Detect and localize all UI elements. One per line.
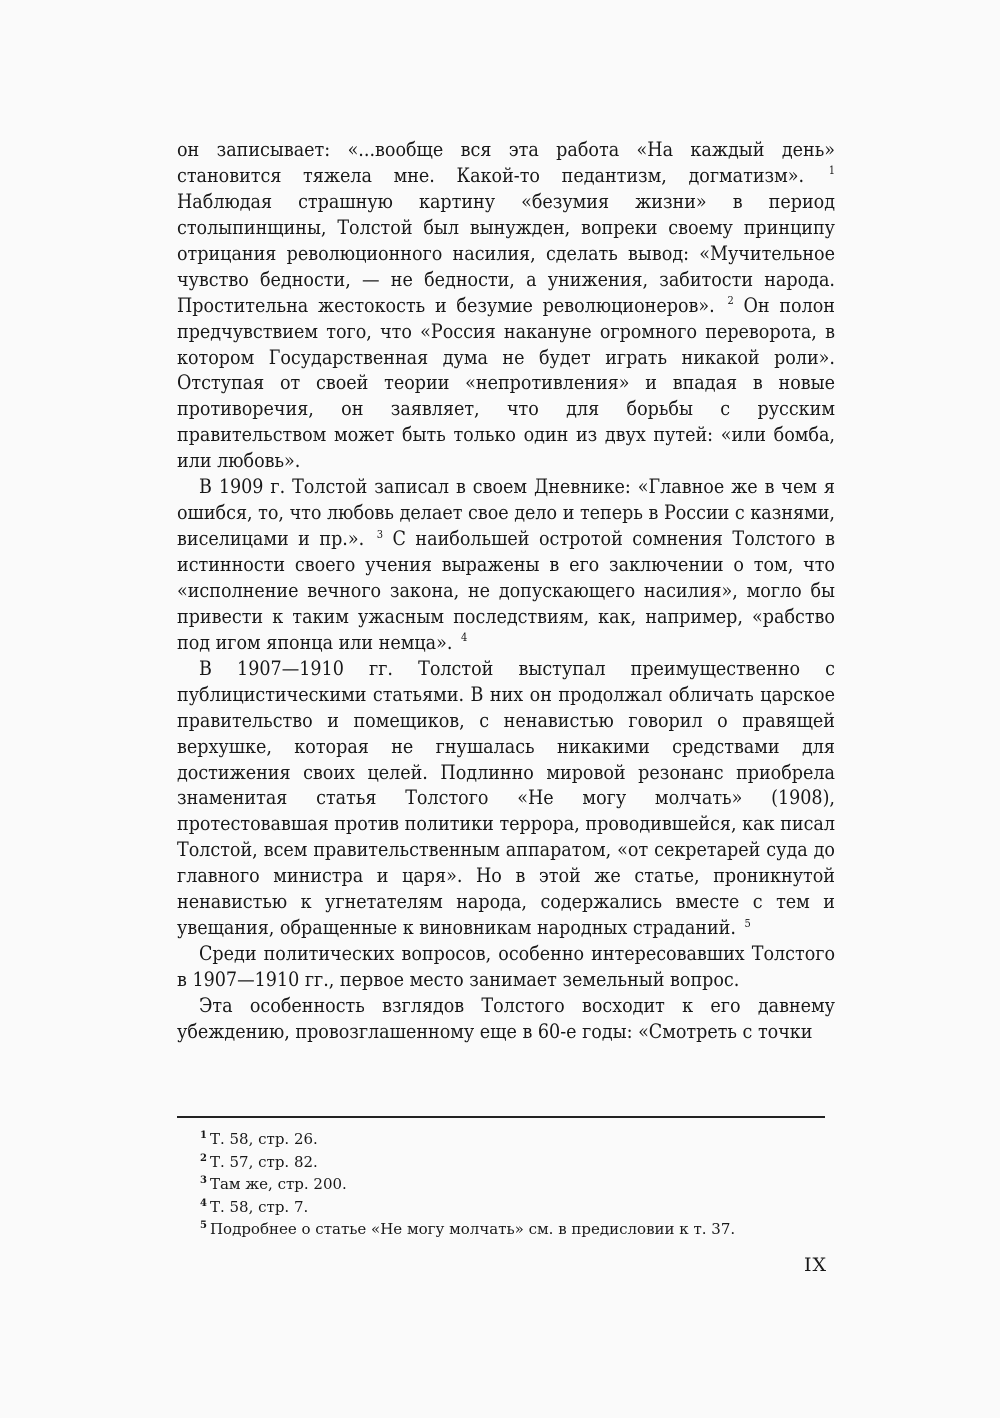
footnote-ref: 2	[727, 294, 734, 308]
footnote-ref: 4	[461, 631, 468, 645]
text-run: Эта особенность взглядов Толстого восходит к его давнему убеждению, провозглашенному еще в 60-е годы: «Смотреть с точки	[177, 993, 835, 1043]
footnote	[200, 1173, 840, 1196]
footnote-text: Подробнее о статье «Не могу молчать» см. в предисловии к т. 37.	[209, 1220, 736, 1239]
footnote-number: 5	[200, 1220, 207, 1232]
footnote	[200, 1196, 840, 1219]
footnotes	[200, 1128, 840, 1241]
paragraph	[177, 656, 835, 941]
footnote-text: Т. 58, стр. 26.	[209, 1130, 318, 1148]
footnote-number: 1	[200, 1130, 207, 1141]
paragraph	[177, 941, 835, 993]
footnote-divider	[177, 1116, 825, 1118]
footnote	[200, 1151, 840, 1174]
paragraph	[177, 474, 835, 656]
text-run: он записывает: «...вообще вся эта работа «На каждый день» становится тяжела мне. Какой-то педантизм, догматизм».	[177, 138, 835, 187]
paragraph	[177, 137, 835, 474]
body-text	[177, 137, 835, 1045]
paragraph	[177, 993, 835, 1045]
footnote-ref: 3	[376, 527, 383, 541]
footnote-text: Т. 57, стр. 82.	[209, 1152, 318, 1171]
footnote-number: 4	[200, 1197, 207, 1209]
text-run: С наибольшей остротой сомнения Толстого в истинности своего учения выражены в его заключении о том, что «исполнение вечного закона, не допускающего насилия», могло бы привести к таким ужасным последствиям, как, например, «рабство под игом японца или немца».	[177, 527, 835, 654]
footnote-text: Т. 58, стр. 7.	[209, 1197, 309, 1216]
footnote-number: 3	[200, 1175, 207, 1187]
page-number: IX	[804, 1254, 828, 1276]
footnote-ref: 5	[744, 916, 751, 930]
footnote	[200, 1218, 840, 1241]
text-run: Среди политических вопросов, особенно интересовавших Толстого в 1907—1910 гг., первое место занимает земельный вопрос.	[177, 942, 835, 991]
footnote-text: Там же, стр. 200.	[209, 1175, 347, 1194]
footnote-number: 2	[200, 1152, 207, 1164]
text-run: В 1909 г. Толстой записал в своем Дневнике: «Главное же в чем я ошибся, то, что любовь делает свое дело и теперь в России с казнями, виселицами и пр.».	[177, 475, 835, 551]
text-run: Он полон предчувствием того, что «Россия накануне огромного переворота, в котором Государственная дума не будет играть никакой роли». Отступая от своей теории «непротивления» и впадая в новые противоречия, он заявляет, что для борьбы с русским правительством может быть только один из двух путей: «или бомба, или любовь».	[177, 293, 835, 473]
footnote-ref: 1	[828, 164, 835, 178]
footnote	[200, 1128, 840, 1151]
text-run: Наблюдая страшную картину «безумия жизни» в период столыпинщины, Толстой был вынужден, вопреки своему принципу отрицания революционного насилия, сделать вывод: «Мучительное чувство бедности, — не бедности, а унижения, забитости народа. Простительна жестокость и безумие революционеров».	[177, 189, 835, 317]
text-run: В 1907—1910 гг. Толстой выступал преимущественно с публицистическими статьями. В них он продолжал обличать царское правительство и помещиков, с ненавистью говорил о правящей верхушке, которая не гнушалась никакими средствами для достижения своих целей. Подлинно мировой резонанс приобрела знаменитая статья Толстого «Не могу молчать» (1908), протестовавшая против политики террора, проводившейся, как писал Толстой, всем правительственным аппаратом, «от секретарей суда до главного министра и царя». Но в этой же статье, проникнутой ненавистью к угнетателям народа, содержались вместе с тем и увещания, обращенные к виновникам народных страданий.	[177, 656, 835, 940]
